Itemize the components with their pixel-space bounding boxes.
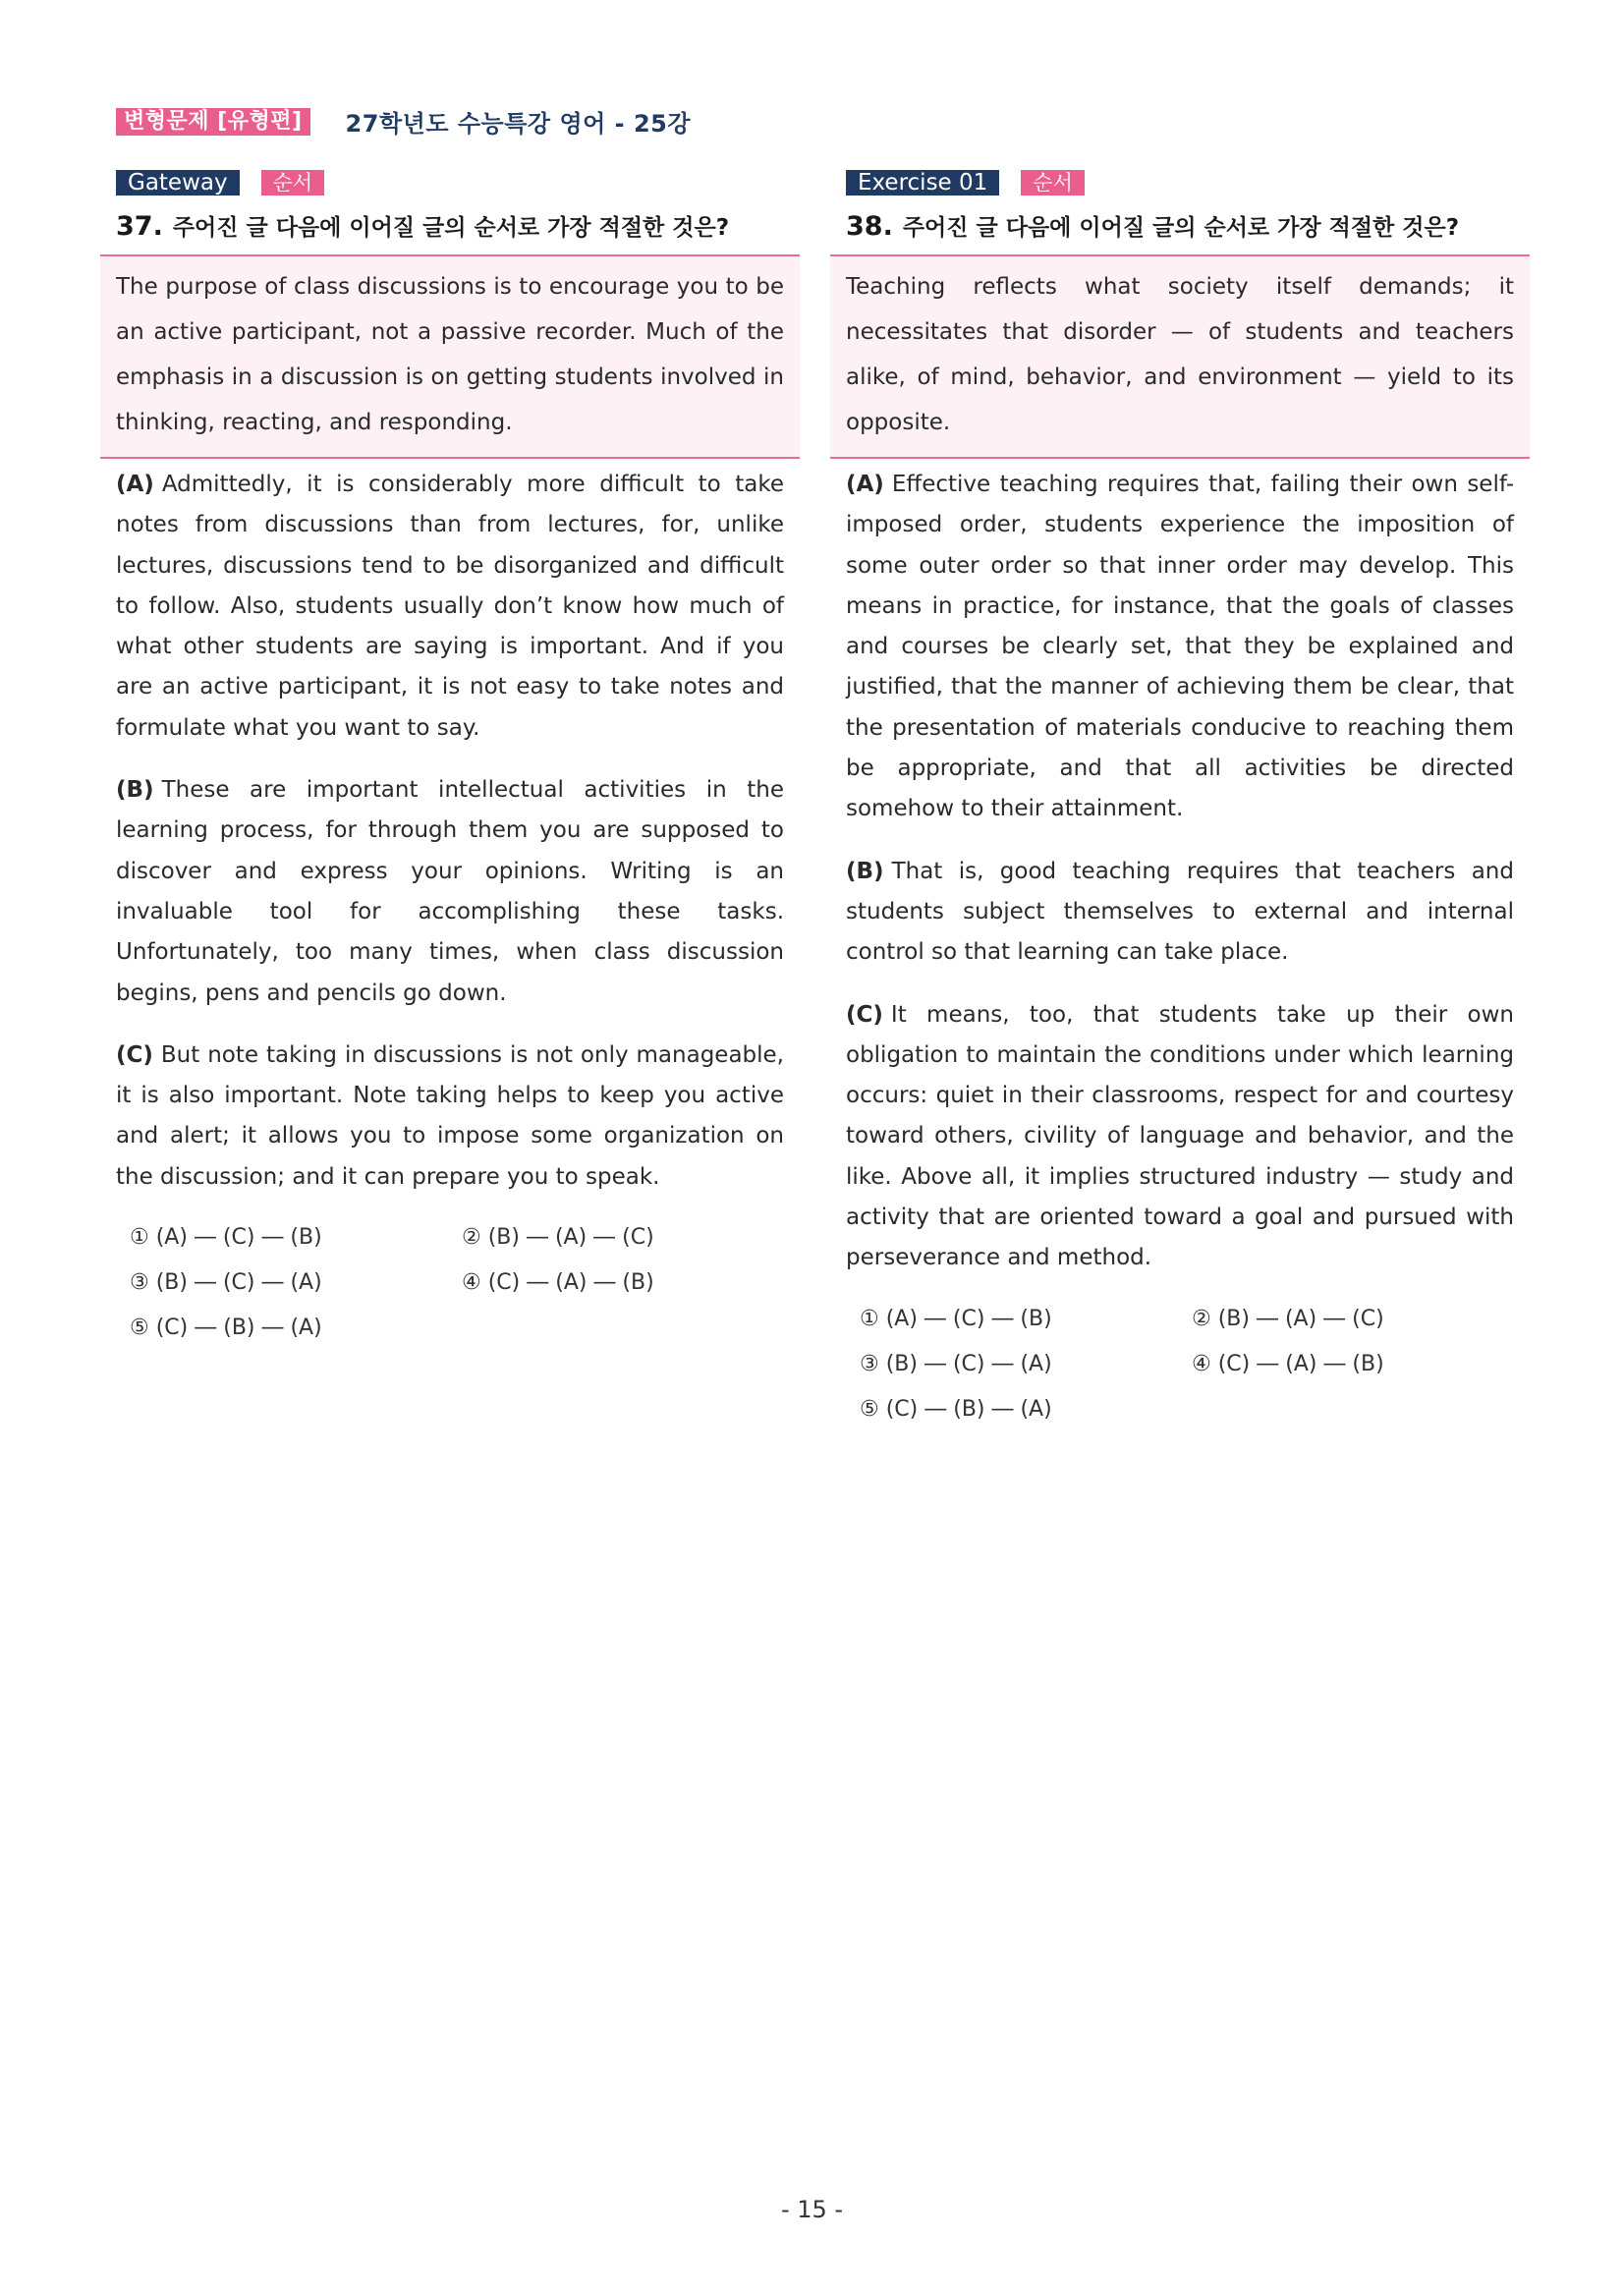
answer-choices: [130, 1219, 800, 1347]
paragraph-list: [100, 459, 800, 1198]
paragraph-label: (C): [116, 1041, 153, 1068]
left-column: [100, 170, 800, 1347]
question-labels: [846, 170, 1530, 196]
paragraph-label: (B): [116, 777, 154, 804]
paragraph-text: It means, too, that students take up their own obligation to maintain the conditions under which learning occurs: quiet in their classrooms, respect for and courtesy toward others, civility of language and behavior, and the like. Above all, it implies structured industry — study and activity that are oriented toward a goal and pursued with perseverance and method.: [846, 1001, 1514, 1271]
paragraph-label: (B): [846, 858, 884, 884]
section-label: Gateway: [116, 170, 240, 196]
answer-choices: [860, 1301, 1530, 1428]
paragraph-label: (A): [846, 472, 884, 497]
question-number: 37.: [116, 211, 163, 242]
question-prompt: [116, 209, 800, 242]
paragraph-label: (C): [846, 1001, 883, 1028]
choice-4[interactable]: ④ (C) ― (A) ― (B): [462, 1270, 654, 1296]
paragraph-list: [830, 459, 1530, 1279]
question-number: 38.: [846, 211, 893, 242]
section-label: Exercise 01: [846, 170, 999, 196]
given-passage: Teaching reflects what society itself demands; it necessitates that disorder — of students and teachers alike, of mind, behavior, and environment — yield to its opposite.: [830, 254, 1530, 459]
given-passage: The purpose of class discussions is to encourage you to be an active participant, not a passive recorder. Much of the emphasis in a discussion is on getting students involved in thinking, reacting, and responding.: [100, 254, 800, 459]
paragraph-b: [116, 770, 784, 1014]
question-labels: [116, 170, 800, 196]
page-number: - 15 -: [780, 2196, 844, 2223]
paragraph-b: [846, 852, 1514, 974]
paragraph-c: [116, 1036, 784, 1198]
paragraph-text: That is, good teaching requires that teachers and students subject themselves to external and internal control so that learning can take place.: [846, 858, 1514, 966]
type-tag: 순서: [1021, 170, 1085, 196]
choice-1[interactable]: ① (A) ― (C) ― (B): [130, 1225, 322, 1251]
category-tag: 변형문제 [유형편]: [116, 108, 310, 136]
paragraph-text: Admittedly, it is considerably more difficult to take notes from discussions than from lectures, for, unlike lectures, discussions tend to be disorganized and difficult to follow. Also, students usually don’t know how much of what other students are saying is important. And if you are an active participant, it is not easy to take notes and formulate what you want to say.: [116, 472, 784, 741]
choice-3[interactable]: ③ (B) ― (C) ― (A): [860, 1351, 1052, 1376]
paragraph-text: Effective teaching requires that, failing their own self-imposed order, students experience the imposition of some outer order so that inner order may develop. This means in practice, for instance, that the goals of classes and courses be clearly set, that they be explained and justified, that the manner of achieving them be clear, that the presentation of materials conducive to reaching them be appropriate, and that all activities be directed somehow to their attainment.: [846, 472, 1514, 822]
choice-2[interactable]: ② (B) ― (A) ― (C): [462, 1225, 654, 1251]
page-title: 27학년도 수능특강 영어 - 25강: [345, 110, 692, 138]
right-column: [830, 170, 1530, 1428]
paragraph-a: [846, 465, 1514, 830]
choice-1[interactable]: ① (A) ― (C) ― (B): [860, 1306, 1052, 1331]
question-text: 주어진 글 다음에 이어질 글의 순서로 가장 적절한 것은?: [902, 215, 1460, 241]
paragraph-label: (A): [116, 472, 154, 497]
paragraph-c: [846, 995, 1514, 1279]
choice-5[interactable]: ⑤ (C) ― (B) ― (A): [860, 1396, 1052, 1422]
page-header: [116, 104, 691, 139]
type-tag: 순서: [261, 170, 325, 196]
choice-2[interactable]: ② (B) ― (A) ― (C): [1192, 1306, 1384, 1331]
paragraph-text: These are important intellectual activities in the learning process, for through them you are supposed to discover and express your opinions. Writing is an invaluable tool for accomplishing these tasks. Unfortunately, too many times, when class discussion begins, pens and pencils go down.: [116, 777, 784, 1006]
choice-4[interactable]: ④ (C) ― (A) ― (B): [1192, 1351, 1384, 1376]
choice-5[interactable]: ⑤ (C) ― (B) ― (A): [130, 1316, 322, 1341]
question-text: 주어진 글 다음에 이어질 글의 순서로 가장 적절한 것은?: [172, 215, 730, 241]
paragraph-text: But note taking in discussions is not only manageable, it is also important. Note taking helps to keep you active and alert; it allows you to impose some organization on the discussion; and it can prepare you to speak.: [116, 1041, 784, 1190]
question-prompt: [846, 209, 1530, 242]
choice-3[interactable]: ③ (B) ― (C) ― (A): [130, 1270, 322, 1296]
paragraph-a: [116, 465, 784, 749]
